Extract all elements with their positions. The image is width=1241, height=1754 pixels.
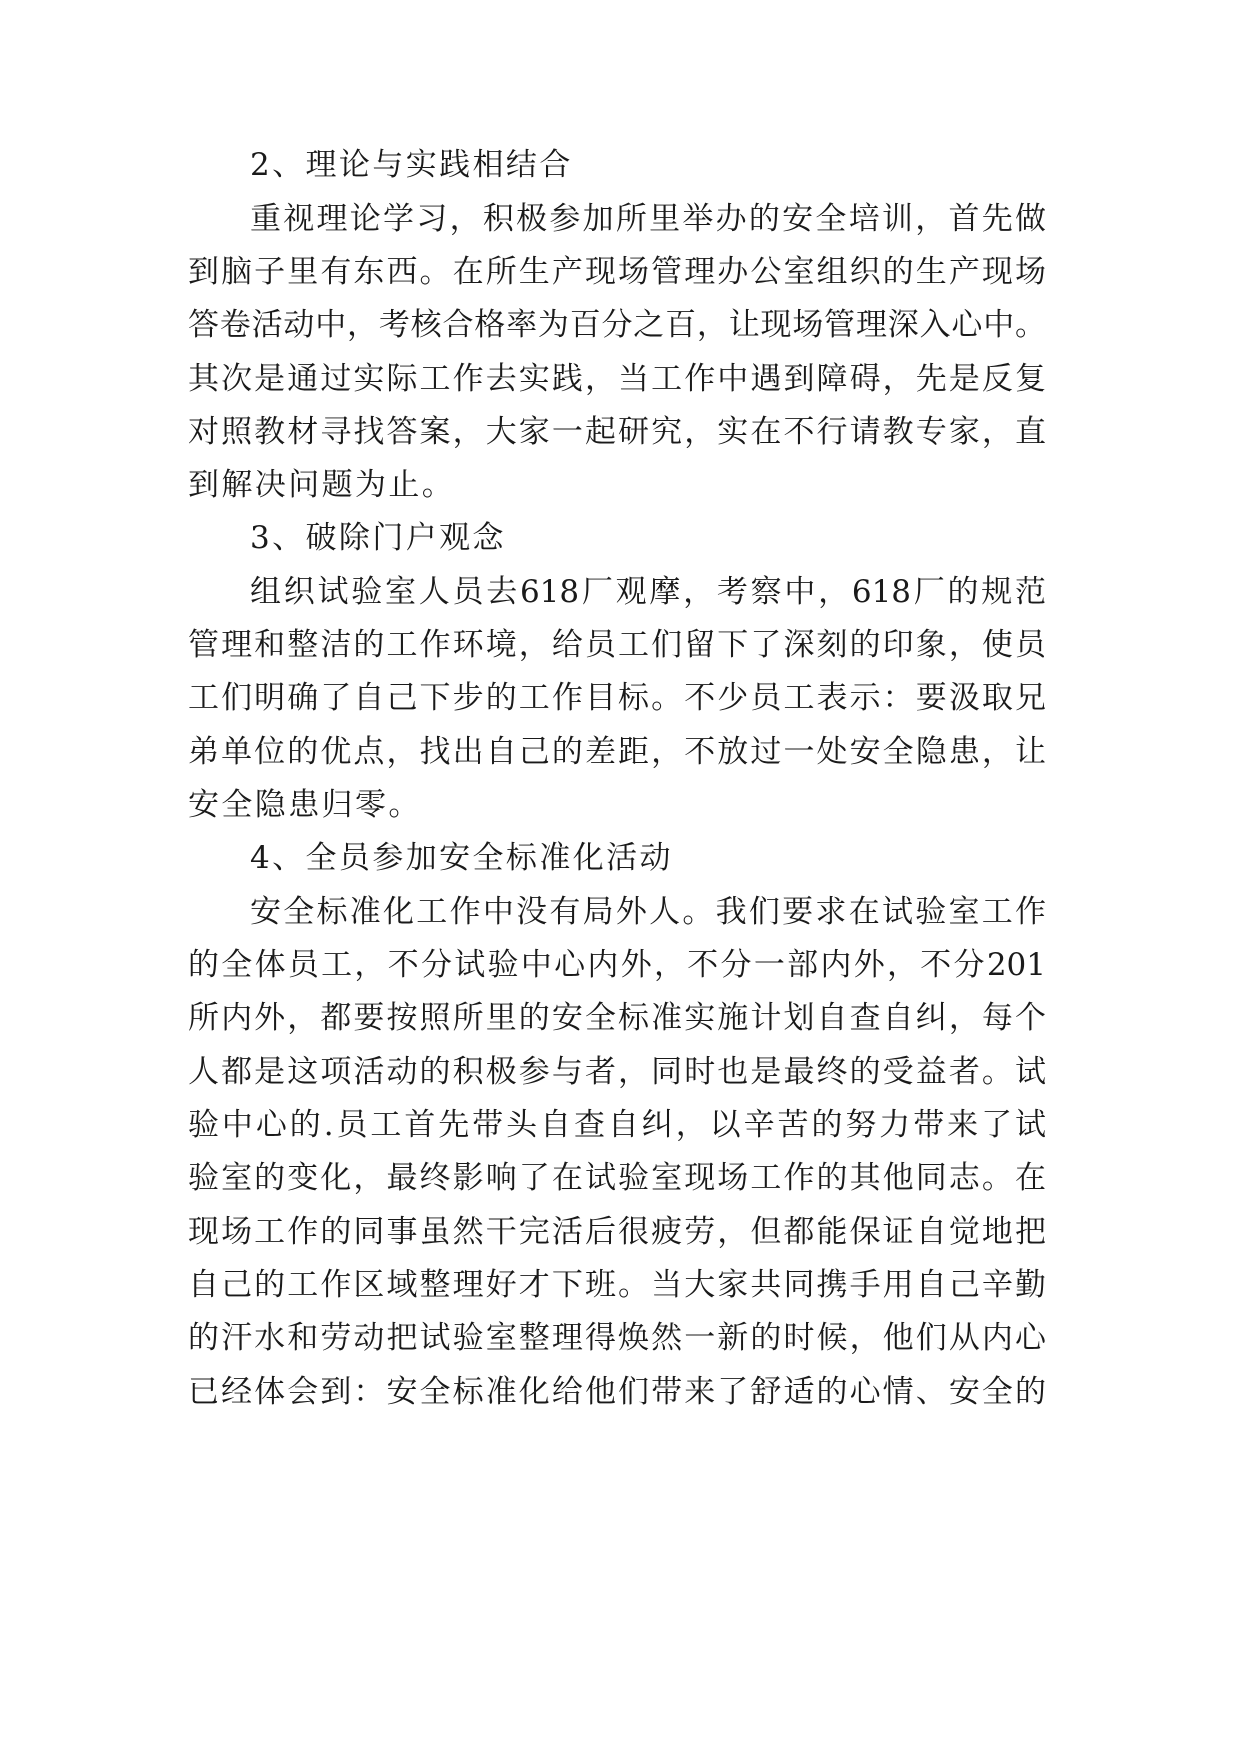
heading-all-staff: 4、全员参加安全标准化活动 (250, 840, 673, 876)
paragraph-line: 人都是这项活动的积极参与者，同时也是最终的受益者。试 (188, 1054, 1046, 1090)
paragraph-line: 重视理论学习，积极参加所里举办的安全培训，首先做 (250, 201, 1046, 237)
paragraph-line: 到脑子里有东西。在所生产现场管理办公室组织的生产现场 (188, 254, 1046, 290)
paragraph-line: 安全标准化工作中没有局外人。我们要求在试验室工作 (250, 894, 1046, 930)
paragraph-line: 已经体会到：安全标准化给他们带来了舒适的心情、安全的 (188, 1374, 1046, 1410)
paragraph-line: 管理和整洁的工作环境，给员工们留下了深刻的印象，使员 (188, 627, 1046, 663)
paragraph-line: 答卷活动中，考核合格率为百分之百，让现场管理深入心中。 (188, 307, 1046, 343)
paragraph-line: 现场工作的同事虽然干完活后很疲劳，但都能保证自觉地把 (188, 1214, 1046, 1250)
paragraph-line: 的汗水和劳动把试验室整理得焕然一新的时候，他们从内心 (188, 1320, 1046, 1356)
paragraph-line: 验中心的.员工首先带头自查自纠，以辛苦的努力带来了试 (188, 1107, 1046, 1143)
heading-break-barriers: 3、破除门户观念 (250, 520, 506, 556)
paragraph-line: 验室的变化，最终影响了在试验室现场工作的其他同志。在 (188, 1160, 1046, 1196)
heading-theory-practice: 2、理论与实践相结合 (250, 147, 573, 183)
paragraph-line: 弟单位的优点，找出自己的差距，不放过一处安全隐患，让 (188, 734, 1046, 770)
paragraph-line: 工们明确了自己下步的工作目标。不少员工表示：要汲取兄 (188, 680, 1046, 716)
paragraph-line: 其次是通过实际工作去实践，当工作中遇到障碍，先是反复 (188, 361, 1046, 397)
paragraph-line: 安全隐患归零。 (188, 787, 422, 823)
paragraph-line: 对照教材寻找答案，大家一起研究，实在不行请教专家，直 (188, 414, 1046, 450)
paragraph-line: 的全体员工，不分试验中心内外，不分一部内外，不分201 (188, 947, 1046, 983)
paragraph-line: 自己的工作区域整理好才下班。当大家共同携手用自己辛勤 (188, 1267, 1046, 1303)
paragraph-line: 组织试验室人员去618厂观摩，考察中，618厂的规范 (250, 574, 1046, 610)
paragraph-line: 到解决问题为止。 (188, 467, 456, 503)
paragraph-line: 所内外，都要按照所里的安全标准实施计划自查自纠，每个 (188, 1000, 1046, 1036)
